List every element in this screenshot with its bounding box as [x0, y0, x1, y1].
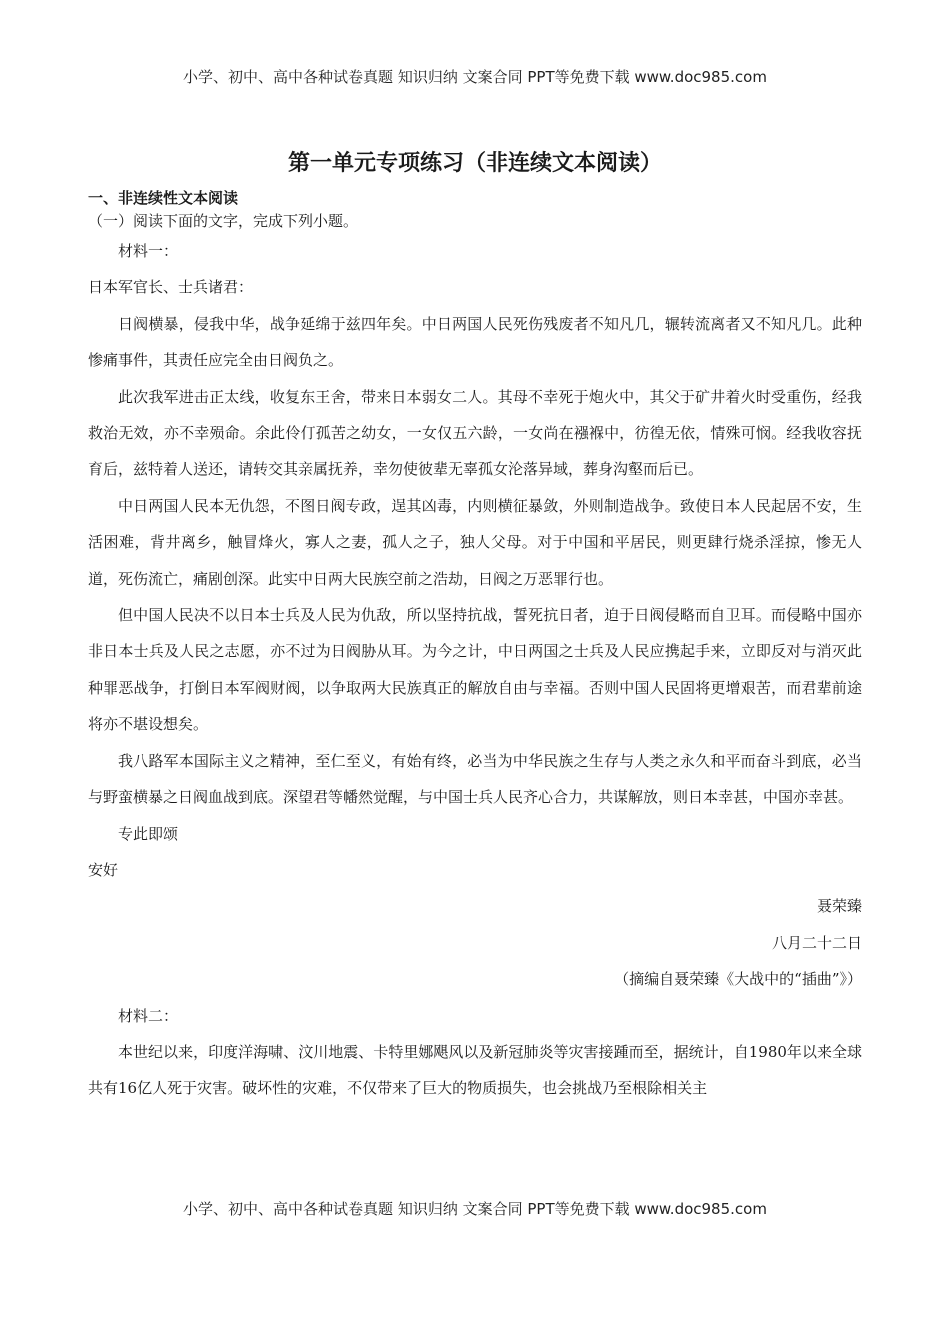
- instruction: （一）阅读下面的文字，完成下列小题。: [88, 212, 359, 230]
- material-two: [88, 998, 862, 1107]
- material2-label: 材料二：: [118, 1006, 179, 1025]
- section-heading: 一、非连续性文本阅读: [88, 189, 239, 207]
- material1-label: 材料一：: [118, 242, 179, 260]
- page-header: 小学、初中、高中各种试卷真题 知识归纳 文案合同 PPT等免费下载 www.doc985.com: [183, 68, 767, 86]
- greeting: 安好: [88, 860, 119, 879]
- source-citation: （摘编自聂荣臻《大战中的“插曲”》）: [614, 970, 862, 989]
- material-one: [88, 233, 862, 998]
- paragraph: 我八路军本国际主义之精神，至仁至义，有始有终，必当为中华民族之生存与人类之永久和平而奋斗到底，必当与野蛮横暴之日阀血战到底。深望君等幡然觉醒，与中国士兵人民齐心合力，共谋解放，则日本幸甚，中国亦幸甚。: [88, 751, 862, 807]
- paragraph: 但中国人民决不以日本士兵及人民为仇敌，所以坚持抗战，誓死抗日者，迫于日阀侵略而自卫耳。而侵略中国亦非日本士兵及人民之志愿，亦不过为日阀胁从耳。为今之计，中日两国之士兵及人民应携起手来，立即反对与消灭此种罪恶战争，打倒日本军阀财阀，以争取两大民族真正的解放自由与幸福。否则中国人民固将更增艰苦，而君辈前途将亦不堪设想矣。: [88, 606, 862, 734]
- document-body: [88, 140, 862, 1107]
- paragraph: 日阀横暴，侵我中华，战争延绵于兹四年矣。中日两国人民死伤残废者不知凡几，辗转流离者又不知凡几。此种惨痛事件，其责任应完全由日阀负之。: [88, 314, 862, 370]
- paragraph: 此次我军进击正太线，收复东王舍，带来日本弱女二人。其母不幸死于炮火中，其父于矿井着火时受重伤，经我救治无效，亦不幸殒命。余此伶仃孤苦之幼女，一女仅五六龄，一女尚在襁褓中，彷徨无依，情殊可悯。经我收容抚育后，兹特着人送还，请转交其亲属抚养，幸勿使彼辈无辜孤女沦落异域，葬身沟壑而后已。: [88, 387, 862, 479]
- paragraph: 本世纪以来，印度洋海啸、汶川地震、卡特里娜飓风以及新冠肺炎等灾害接踵而至，据统计，自1980年以来全球共有16亿人死于灾害。破坏性的灾难，不仅带来了巨大的物质损失，也会挑战乃至根除相关主: [88, 1042, 862, 1098]
- signature: 聂荣臻: [816, 897, 862, 916]
- closing: 专此即颂: [118, 824, 179, 843]
- salutation: 日本军官长、士兵诸君：: [88, 278, 254, 297]
- paragraph: 中日两国人民本无仇怨，不图日阀专政，逞其凶毒，内则横征暴敛，外则制造战争。致使日本人民起居不安，生活困难，背井离乡，触冒烽火，寡人之妻，孤人之子，独人父母。对于中国和平居民，则更肆行烧杀淫掠，惨无人道，死伤流亡，痛剧创深。此实中日两大民族空前之浩劫，日阀之万恶罪行也。: [88, 496, 862, 588]
- page-footer: 小学、初中、高中各种试卷真题 知识归纳 文案合同 PPT等免费下载 www.doc985.com: [183, 1200, 767, 1218]
- date: 八月二十二日: [771, 933, 862, 952]
- page-title: 第一单元专项练习（非连续文本阅读）: [287, 151, 662, 176]
